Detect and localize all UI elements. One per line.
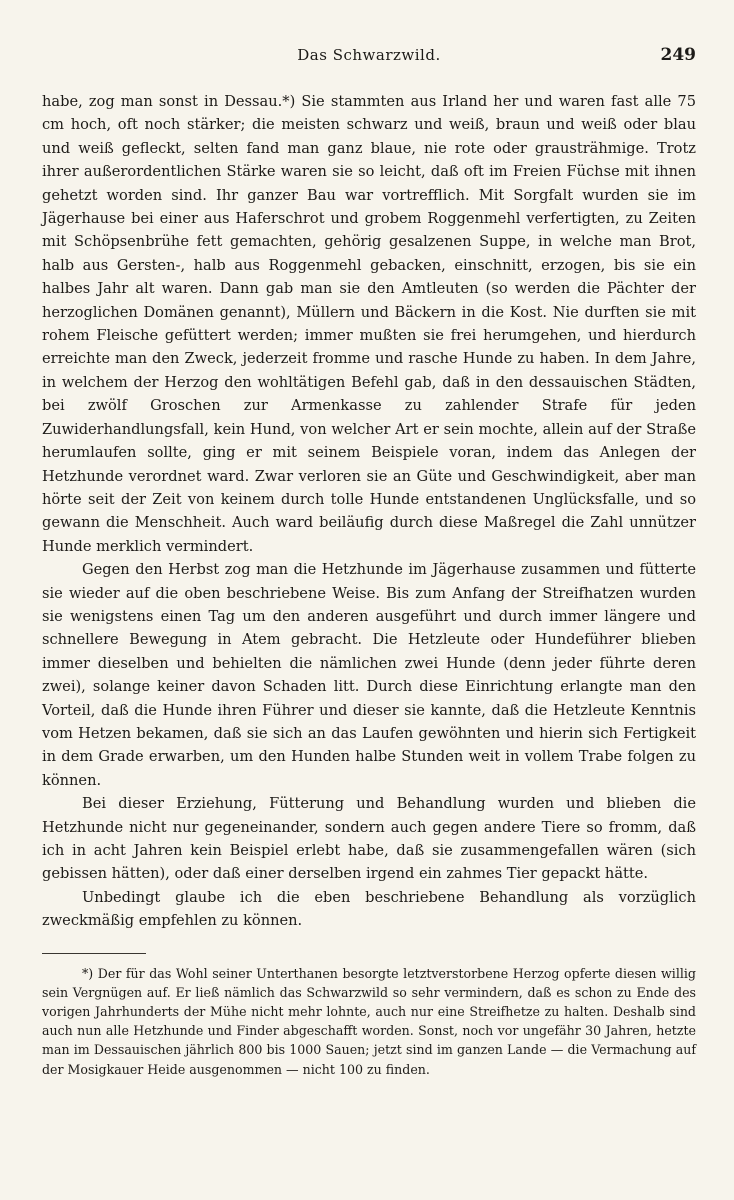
body-text <box>42 90 696 933</box>
book-page <box>42 46 696 1079</box>
footnote: *) Der für das Wohl seiner Unterthanen besorgte letztverstorbene Herzog opferte diesen willig sein Vergnügen auf. Er ließ nämlich das Schwarzwild so sehr vermindern, daß es schon zu Ende des vorigen Jahrhunderts der Mühe nicht mehr lohnte, auch nur eine Streifhetze zu halten. Deshalb sind auch nun alle Hetzhunde und Finder abgeschafft worden. Sonst, noch vor ungefähr 30 Jahren, hetzte man im Dessauischen jährlich 800 bis 1000 Sauen; jetzt sind im ganzen Lande — die Vermachung auf der Mosigkauer Heide ausgenommen — nicht 100 zu finden. <box>42 965 696 1077</box>
paragraph-1: habe, zog man sonst in Dessau.*) Sie stammten aus Irland her und waren fast alle 75 cm hoch, oft noch stärker; die meisten schwarz und weiß, braun und weiß oder blau und weiß gefleckt, selten fand man ganz blaue, nie rote oder grausträhmige. Trotz ihrer außerordentlichen Stärke waren sie so leicht, daß oft im Freien Füchse mit ihnen gehetzt worden sind. Ihr ganzer Bau war vortrefflich. Mit Sorgfalt wurden sie im Jägerhause bei einer aus Haferschrot und grobem Roggenmehl verfertigten, zu Zeiten mit Schöpsenbrühe fett gemachten, gehörig gesalzenen Suppe, in welche man Brot, halb aus Gersten-, halb aus Roggenmehl gebacken, einschnitt, erzogen, bis sie ein halbes Jahr alt waren. Dann gab man sie den Amtleuten (so werden die Pächter der herzoglichen Domänen genannt), Müllern und Bäckern in die Kost. Nie durften sie mit rohem Fleische gefüttert werden; immer mußten sie frei herumgehen, und hierdurch erreichte man den Zweck, jederzeit fromme und rasche Hunde zu haben. In dem Jahre, in welchem der Herzog den wohltätigen Befehl gab, daß in den dessauischen Städten, bei zwölf Groschen zur Armenkasse zu zahlender Strafe für jeden Zuwiderhandlungsfall, kein Hund, von welcher Art er sein mochte, allein auf der Straße herumlaufen sollte, ging er mit seinem Beispiele voran, indem das Anlegen der Hetzhunde verordnet ward. Zwar verloren sie an Güte und Geschwindigkeit, aber man hörte seit der Zeit von keinem durch tolle Hunde entstandenen Unglücksfalle, und so gewann die Menschheit. Auch ward beiläufig durch diese Maßregel die Zahl unnützer Hunde merklich vermindert. <box>42 93 696 555</box>
paragraph-4: Unbedingt glaube ich die eben beschriebene Behandlung als vorzüglich zweckmäßig empfehlen zu können. <box>42 888 696 930</box>
page-number: 249 <box>660 45 696 65</box>
footnote-divider <box>42 953 146 954</box>
paragraph-2: Gegen den Herbst zog man die Hetzhunde im Jägerhause zusammen und fütterte sie wieder auf die oben beschriebene Weise. Bis zum Anfang der Streifhatzen wurden sie wenigstens einen Tag um den anderen ausgeführt und durch immer längere und schnellere Bewegung in Atem gebracht. Die Hetzleute oder Hundeführer blieben immer dieselben und behielten die nämlichen zwei Hunde (denn jeder führte deren zwei), solange keiner davon Schaden litt. Durch diese Einrichtung erlangte man den Vorteil, daß die Hunde ihren Führer und dieser sie kannte, daß die Hetzleute Kenntnis vom Hetzen bekamen, daß sie sich an das Laufen gewöhnten und hierin sich Fertigkeit in dem Grade erwarben, um den Hunden halbe Stunden weit in vollem Trabe folgen zu können. <box>42 561 696 789</box>
paragraph-3: Bei dieser Erziehung, Fütterung und Behandlung wurden und blieben die Hetzhunde nicht nur gegeneinander, sondern auch gegen andere Tiere so fromm, daß ich in acht Jahren kein Beispiel erlebt habe, daß sie zusammengefallen wären (sich gebissen hätten), oder daß einer derselben irgend ein zahmes Tier gepackt hätte. <box>42 795 696 883</box>
page-header <box>42 46 696 76</box>
running-title: Das Schwarzwild. <box>297 46 441 64</box>
